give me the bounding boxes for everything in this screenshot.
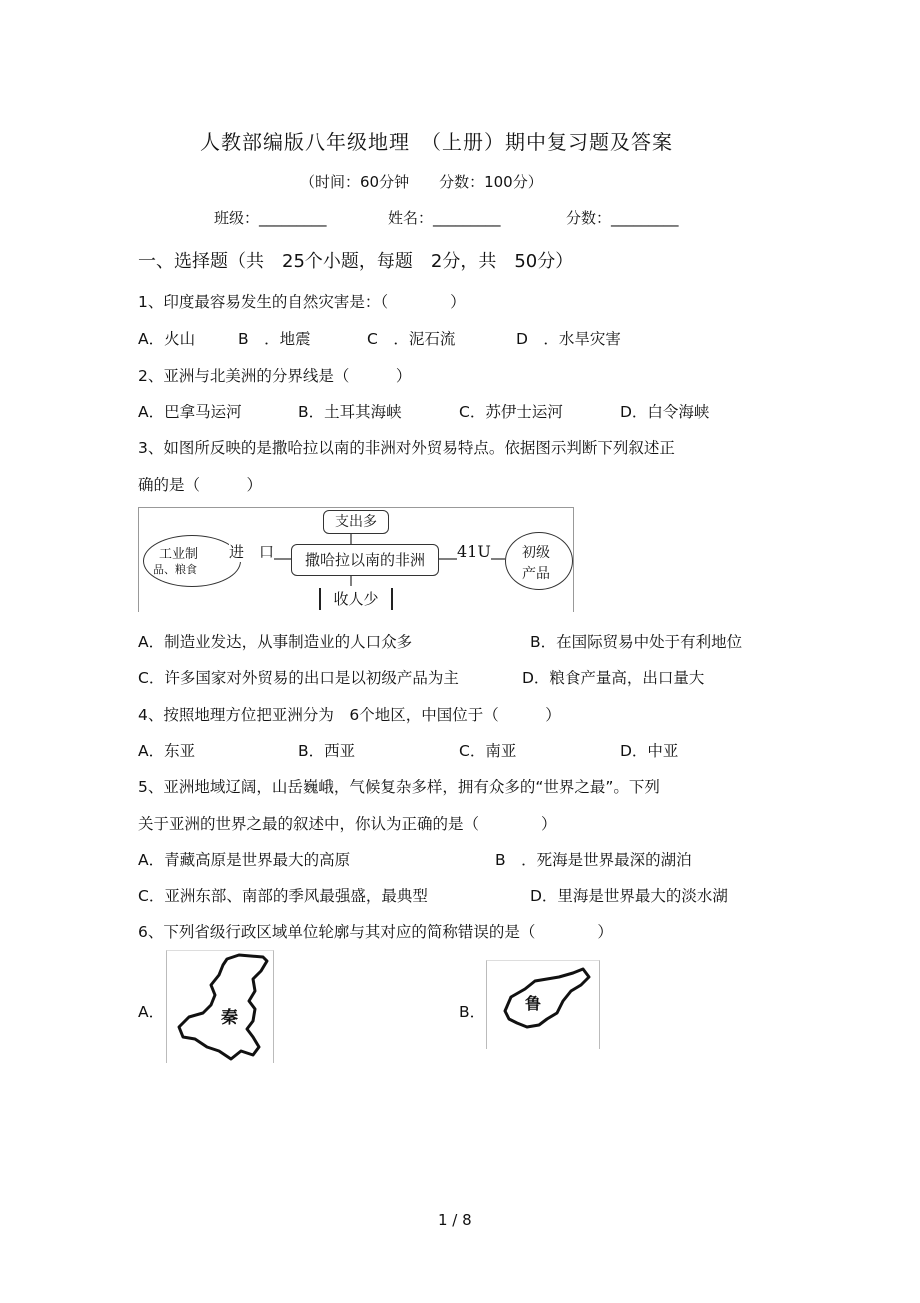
time-score-line: （时间：60分钟 分数：100分）	[300, 173, 543, 191]
shaanxi-abbr: 秦	[221, 1008, 238, 1028]
section-heading: 一、选择题（共 25个小题，每题 2分，共 50分）	[138, 251, 574, 272]
q2-option-a: A．巴拿马运河	[138, 403, 242, 421]
center-box	[291, 544, 439, 576]
q3-option-a: A．制造业发达，从事制造业的人口众多	[138, 633, 413, 651]
q4-option-d: D．中亚	[620, 742, 679, 760]
q5-stem-line1: 5、亚洲地域辽阔，山岳巍峨，气候复杂多样，拥有众多的“世界之最”。下列	[138, 778, 660, 796]
q6-stem: 6、下列省级行政区域单位轮廓与其对应的简称错误的是（ ）	[138, 923, 613, 941]
import-goods-line1: 工业制	[159, 547, 199, 562]
name-field: 姓名：_________	[388, 209, 501, 227]
shandong-abbr: 鲁	[525, 994, 542, 1013]
score-field: 分数：_________	[566, 209, 679, 227]
center-box-text: 撒哈拉以南的非洲	[304, 551, 425, 569]
class-field: 班级：_________	[214, 209, 327, 227]
q1-stem: 1、印度最容易发生的自然灾害是：（ ）	[138, 293, 466, 311]
q5-option-d: D．里海是世界最大的淡水湖	[530, 887, 728, 905]
q2-option-c: C．苏伊士运河	[459, 403, 563, 421]
q2-stem: 2、亚洲与北美洲的分界线是（ ）	[138, 367, 412, 385]
q5-option-b: B ．死海是世界最深的湖泊	[495, 851, 692, 869]
trade-diagram	[138, 507, 574, 612]
q4-option-c: C．南亚	[459, 742, 517, 760]
top-box	[323, 510, 389, 534]
import-label: 进 口	[229, 543, 275, 561]
q4-stem: 4、按照地理方位把亚洲分为 6个地区，中国位于（ ）	[138, 706, 561, 724]
q1-option-c: C ．泥石流	[367, 330, 456, 348]
top-box-text: 支出多	[335, 514, 377, 530]
primary-products-line1: 初级	[522, 545, 550, 561]
q3-stem-line1: 3、如图所反映的是撒哈拉以南的非洲对外贸易特点。依据图示判断下列叙述正	[138, 439, 675, 457]
q3-option-d: D．粮食产量高，出口量大	[522, 669, 705, 687]
q3-option-b: B．在国际贸易中处于有利地位	[530, 633, 743, 651]
q4-option-a: A．东亚	[138, 742, 196, 760]
shandong-outline	[487, 961, 599, 1049]
q5-option-a: A．青藏高原是世界最大的高原	[138, 851, 351, 869]
q3-stem-line2: 确的是（ ）	[138, 476, 263, 494]
q1-option-d: D ．水旱灾害	[516, 330, 621, 348]
import-goods-line2: 品、粮食	[153, 563, 197, 576]
bottom-box	[319, 588, 393, 610]
q1-option-a: A．火山	[138, 330, 196, 348]
page-number: 1 / 8	[438, 1211, 472, 1229]
export-label: 41U	[457, 542, 491, 561]
q2-option-b: B．土耳其海峡	[298, 403, 402, 421]
shaanxi-outline	[167, 951, 273, 1063]
shandong-map-image	[486, 960, 600, 1049]
shaanxi-map-image	[166, 950, 274, 1063]
bottom-box-text: 收人少	[333, 590, 379, 608]
q2-option-d: D．白令海峡	[620, 403, 710, 421]
q6-option-b-label: B．	[459, 1003, 486, 1021]
q6-option-a-label: A．	[138, 1003, 165, 1021]
q5-stem-line2: 关于亚洲的世界之最的叙述中，你认为正确的是（ ）	[138, 815, 557, 833]
q5-option-c: C．亚洲东部、南部的季风最强盛，最典型	[138, 887, 428, 905]
q1-option-b: B ．地震	[238, 330, 311, 348]
page-title: 人教部编版八年级地理 （上册）期中复习题及答案	[200, 130, 673, 154]
q4-option-b: B．西亚	[298, 742, 356, 760]
q3-option-c: C．许多国家对外贸易的出口是以初级产品为主	[138, 669, 459, 687]
primary-products-line2: 产品	[522, 566, 550, 582]
